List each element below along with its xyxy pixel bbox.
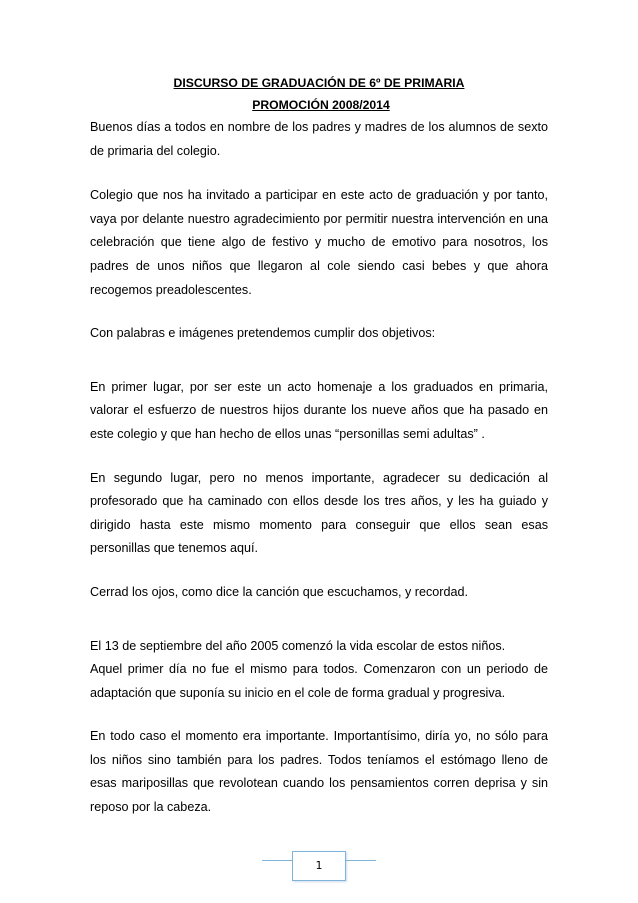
document-body [90,116,548,820]
paragraph: El 13 de septiembre del año 2005 comenzó la vida escolar de estos niños. [90,638,506,653]
page-footer [262,846,376,886]
document-subtitle: PROMOCIÓN 2008/2014 [252,98,390,112]
page-number: 1 [292,851,346,881]
document-title: DISCURSO DE GRADUACIÓN DE 6º DE PRIMARIA [173,76,465,90]
paragraph: Cerrad los ojos, como dice la canción que escuchamos, y recordad. [90,584,469,599]
paragraph: En primer lugar, por ser este un acto homenaje a los graduados en primaria, valorar el esfuerzo de nuestros hijos durante los nueve años que ha pasado en este colegio y que han hecho de ellos unas “personillas semi adultas” . [90,379,548,441]
paragraph: En todo caso el momento era importante. Importantísimo, diría yo, no sólo para los niños sino también para los padres. Todos teníamos el estómago lleno de esas mariposillas que revolotean cuando los pensamientos corren deprisa y sin reposo por la cabeza. [90,729,548,815]
paragraph: En segundo lugar, pero no menos importante, agradecer su dedicación al profesorado que ha caminado con ellos desde los tres años, y les ha guiado y dirigido hasta este mismo momento para conseguir que ellos sean esas personillas que tenemos aquí. [90,470,548,556]
paragraph: Colegio que nos ha invitado a participar en este acto de graduación y por tanto, vaya por delante nuestro agradecimiento por permitir nuestra intervención en una celebración que tiene algo de festivo y mucho de emotivo para nosotros, los padres de unos niños que llegaron al cole siendo casi bebes y que ahora recogemos preadolescentes. [90,188,548,297]
paragraph: Con palabras e imágenes pretendemos cumplir dos objetivos: [90,326,436,341]
paragraph: Aquel primer día no fue el mismo para todos. Comenzaron con un periodo de adaptación que suponía su inicio en el cole de forma gradual y progresiva. [90,662,548,700]
paragraph: Buenos días a todos en nombre de los padres y madres de los alumnos de sexto de primaria del colegio. [90,120,548,158]
